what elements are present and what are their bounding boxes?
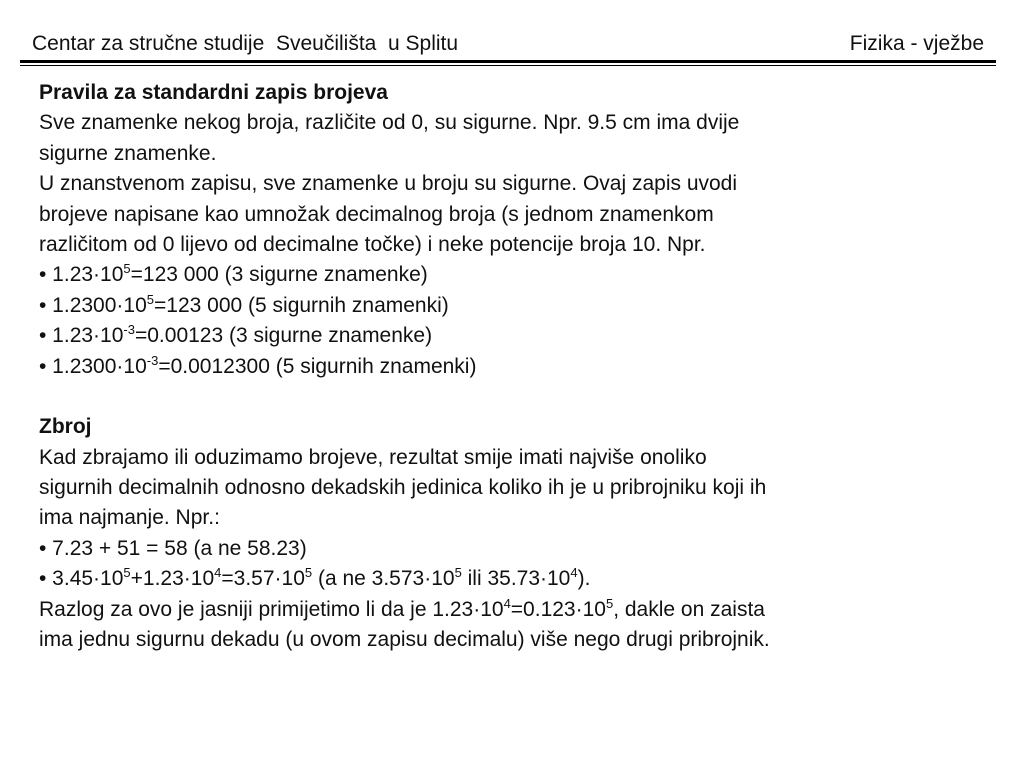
- paragraph-line: ima najmanje. Npr.:: [39, 506, 220, 530]
- expr-exponent: 4: [570, 565, 578, 581]
- section-title-addition: Zbroj: [39, 415, 92, 439]
- example-exponent: 5: [146, 291, 155, 307]
- example-base: • 1.2300·10: [39, 293, 147, 317]
- paragraph-line: različitom od 0 lijevo od decimalne točke) i neke potencije broja 10. Npr.: [39, 232, 706, 256]
- expr-part: =3.57·10: [221, 567, 305, 591]
- example-rest: =0.00123 (3 sigurne znamenke): [134, 324, 433, 348]
- paragraph-line: Kad zbrajamo ili oduzimamo brojeve, rezultat smije imati najviše onoliko: [39, 445, 707, 469]
- expr-exponent: 5: [605, 595, 614, 611]
- example-exponent: -3: [123, 322, 135, 338]
- expr-part: ).: [577, 567, 591, 591]
- slide-content: [39, 78, 999, 655]
- example-rest: =0.0012300 (5 sigurnih znamenki): [158, 354, 477, 378]
- paragraph-line: sigurne znamenke.: [39, 141, 217, 165]
- paragraph-line: brojeve napisane kao umnožak decimalnog broja (s jednom znamenkom: [39, 202, 714, 226]
- expr-exponent: 5: [123, 565, 131, 581]
- header-institution: Centar za stručne studije Sveučilišta u Splitu: [32, 32, 459, 55]
- example-list-item: [39, 564, 999, 594]
- example-base: • 1.23·10: [39, 263, 124, 287]
- paragraph-line: [39, 595, 999, 625]
- example-list-item: [39, 352, 999, 382]
- paragraph-line: ima jednu sigurnu dekadu (u ovom zapisu decimalu) više nego drugi pribrojnik.: [39, 628, 770, 652]
- paragraph-line: sigurnih decimalnih odnosno dekadskih jedinica koliko ih je u pribrojniku koji ih: [39, 476, 767, 500]
- expr-exponent: 4: [503, 595, 511, 611]
- expr-part: =0.123·10: [510, 597, 606, 621]
- expr-part: ili 35.73·10: [461, 567, 571, 591]
- example-rest: =123 000 (5 sigurnih znamenki): [154, 293, 449, 317]
- example-base: • 1.23·10: [39, 324, 124, 348]
- spacer: [39, 382, 999, 412]
- example-rest: =123 000 (3 sigurne znamenke): [130, 263, 428, 287]
- section-title-standard-notation: Pravila za standardni zapis brojeva: [39, 81, 388, 104]
- expr-part: • 3.45·10: [39, 567, 124, 591]
- example-base: • 1.2300·10: [39, 354, 147, 378]
- paragraph-line: U znanstvenom zapisu, sve znamenke u broju su sigurne. Ovaj zapis uvodi: [39, 172, 738, 196]
- expr-exponent: 5: [454, 565, 462, 581]
- paragraph-line: Sve znamenke nekog broja, različite od 0, su sigurne. Npr. 9.5 cm ima dvije: [39, 111, 740, 135]
- example-list-item: [39, 291, 999, 321]
- slide-header: [32, 29, 984, 59]
- expr-part: (a ne 3.573·10: [312, 567, 455, 591]
- example-list-item: • 7.23 + 51 = 58 (a ne 58.23): [39, 536, 307, 560]
- example-list-item: [39, 321, 999, 351]
- expr-exponent: 4: [214, 565, 222, 581]
- expr-part: Razlog za ovo je jasniji primijetimo li da je 1.23·10: [39, 597, 504, 621]
- example-exponent: -3: [146, 352, 159, 368]
- header-rule-thick: [20, 60, 996, 63]
- example-exponent: 5: [123, 261, 131, 277]
- header-course: Fizika - vježbe: [849, 32, 984, 55]
- example-list-item: [39, 260, 999, 290]
- expr-part: +1.23·10: [130, 567, 215, 591]
- expr-exponent: 5: [304, 565, 313, 581]
- expr-part: , dakle on zaista: [613, 597, 765, 621]
- header-rule-thin: [20, 65, 996, 66]
